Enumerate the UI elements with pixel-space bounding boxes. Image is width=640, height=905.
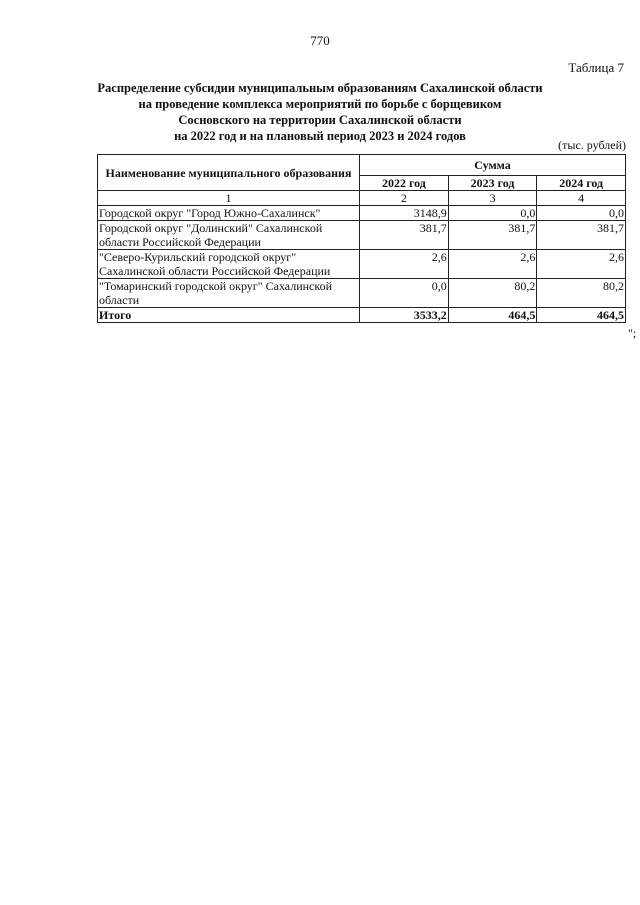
table-label: Таблица 7 bbox=[568, 60, 624, 75]
value-2024: 0,0 bbox=[537, 206, 626, 221]
header-year: 2024 год bbox=[537, 176, 626, 191]
header-sum: Сумма bbox=[360, 155, 626, 176]
municipality-name: Городской округ "Город Южно-Сахалинск" bbox=[98, 206, 360, 221]
column-number-row bbox=[98, 191, 626, 206]
title-line: на 2022 год и на плановый период 2023 и 2024 годов bbox=[174, 129, 466, 143]
value-2022: 0,0 bbox=[360, 279, 449, 308]
table-row bbox=[98, 206, 626, 221]
value-2023: 0,0 bbox=[448, 206, 537, 221]
value-2024: 381,7 bbox=[537, 221, 626, 250]
units-label: (тыс. рублей) bbox=[558, 138, 626, 152]
value-2023: 381,7 bbox=[448, 221, 537, 250]
subsidy-table bbox=[97, 154, 626, 323]
value-2022: 3148,9 bbox=[360, 206, 449, 221]
value-2022: 2,6 bbox=[360, 250, 449, 279]
header-year: 2022 год bbox=[360, 176, 449, 191]
municipality-name: "Северо-Курильский городской округ" Сахалинской области Российской Федерации bbox=[98, 250, 360, 279]
value-2022: 381,7 bbox=[360, 221, 449, 250]
value-2023: 80,2 bbox=[448, 279, 537, 308]
page-number: 770 bbox=[310, 33, 330, 48]
table-row bbox=[98, 221, 626, 250]
header-row bbox=[98, 155, 626, 176]
title-line: на проведение комплекса мероприятий по борьбе с борщевиком bbox=[138, 97, 502, 111]
column-number: 3 bbox=[448, 191, 537, 206]
municipality-name: Городской округ "Долинский" Сахалинской области Российской Федерации bbox=[98, 221, 360, 250]
column-number: 2 bbox=[360, 191, 449, 206]
municipality-name: "Томаринский городской округ" Сахалинской области bbox=[98, 279, 360, 308]
total-row bbox=[98, 308, 626, 323]
table-row bbox=[98, 279, 626, 308]
total-2024: 464,5 bbox=[537, 308, 626, 323]
header-year: 2023 год bbox=[448, 176, 537, 191]
total-2023: 464,5 bbox=[448, 308, 537, 323]
value-2024: 80,2 bbox=[537, 279, 626, 308]
value-2023: 2,6 bbox=[448, 250, 537, 279]
table-row bbox=[98, 250, 626, 279]
title-line: Сосновского на территории Сахалинской области bbox=[178, 113, 462, 127]
closing-quote: "; bbox=[628, 326, 637, 340]
value-2024: 2,6 bbox=[537, 250, 626, 279]
document-title bbox=[90, 80, 550, 144]
column-number: 1 bbox=[98, 191, 360, 206]
total-2022: 3533,2 bbox=[360, 308, 449, 323]
title-line: Распределение субсидии муниципальным образованиям Сахалинской области bbox=[97, 81, 543, 95]
total-label: Итого bbox=[98, 308, 360, 323]
header-name: Наименование муниципального образования bbox=[98, 155, 360, 191]
column-number: 4 bbox=[537, 191, 626, 206]
